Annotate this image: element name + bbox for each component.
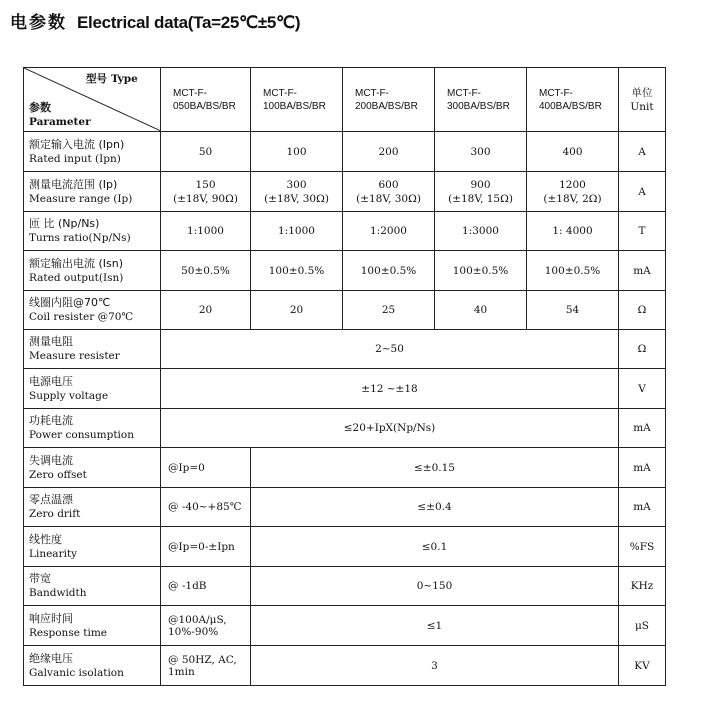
electrical-data-table xyxy=(23,67,666,686)
value-cell: 100±0.5% xyxy=(343,251,435,291)
param-label: 测量电阻 Measure resister xyxy=(24,330,161,369)
merged-value-cell: ≤0.1 xyxy=(251,527,619,567)
param-label: 额定输出电流 (Isn) Rated output(Isn) xyxy=(24,251,161,291)
value-cell: 1: 4000 xyxy=(527,212,619,251)
unit-cell: Ω xyxy=(619,330,666,369)
param-label: 失调电流 Zero offset xyxy=(24,448,161,488)
unit-cell: Ω xyxy=(619,291,666,330)
param-label: 线性度 Linearity xyxy=(24,527,161,567)
table-row xyxy=(24,409,666,448)
value-cell: 1:2000 xyxy=(343,212,435,251)
unit-cell: mA xyxy=(619,488,666,527)
value-cell: 25 xyxy=(343,291,435,330)
value-cell: 1200 (±18V, 2Ω) xyxy=(527,172,619,212)
condition-cell: @ -40~+85℃ xyxy=(161,488,251,527)
value-cell: 300 xyxy=(435,132,527,172)
unit-cell: mA xyxy=(619,251,666,291)
title-en: Electrical data(Ta=25℃±5℃) xyxy=(77,13,301,32)
unit-cell: KHz xyxy=(619,567,666,606)
value-cell: 100±0.5% xyxy=(251,251,343,291)
table-row xyxy=(24,369,666,409)
merged-value-cell: 3 xyxy=(251,646,619,686)
merged-value-cell: ≤±0.4 xyxy=(251,488,619,527)
merged-value-cell: ≤±0.15 xyxy=(251,448,619,488)
condition-cell: @Ip=0 xyxy=(161,448,251,488)
merged-value-cell: ≤20+IpX(Np/Ns) xyxy=(161,409,619,448)
param-label: 线圈内阻@70℃ Coil resister @70℃ xyxy=(24,291,161,330)
value-cell: 300 (±18V, 30Ω) xyxy=(251,172,343,212)
param-label: 测量电流范围 (Ip) Measure range (Ip) xyxy=(24,172,161,212)
table-row xyxy=(24,291,666,330)
unit-cell: mA xyxy=(619,448,666,488)
value-cell: 100±0.5% xyxy=(435,251,527,291)
value-cell: 1:1000 xyxy=(251,212,343,251)
table-row xyxy=(24,132,666,172)
param-label: 匝 比 (Np/Ns) Turns ratio(Np/Ns) xyxy=(24,212,161,251)
header-parameter-label: 参数 Parameter xyxy=(29,101,91,128)
unit-cell: mA xyxy=(619,409,666,448)
unit-cell: V xyxy=(619,369,666,409)
merged-value-cell: 0~150 xyxy=(251,567,619,606)
merged-value-cell: 2~50 xyxy=(161,330,619,369)
page-title xyxy=(10,8,300,33)
param-label: 绝缘电压 Galvanic isolation xyxy=(24,646,161,686)
title-cn: 电参数 xyxy=(10,13,67,32)
model-header-200: MCT-F- 200BA/BS/BR xyxy=(343,68,435,132)
table-row xyxy=(24,527,666,567)
table-row xyxy=(24,172,666,212)
param-label: 功耗电流 Power consumption xyxy=(24,409,161,448)
value-cell: 900 (±18V, 15Ω) xyxy=(435,172,527,212)
unit-cell: μS xyxy=(619,606,666,646)
condition-cell: @ 50HZ, AC, 1min xyxy=(161,646,251,686)
merged-value-cell: ±12 ~±18 xyxy=(161,369,619,409)
header-diagonal-cell xyxy=(24,68,161,132)
unit-cell: KV xyxy=(619,646,666,686)
value-cell: 100±0.5% xyxy=(527,251,619,291)
param-label: 电源电压 Supply voltage xyxy=(24,369,161,409)
value-cell: 20 xyxy=(161,291,251,330)
param-label: 响应时间 Response time xyxy=(24,606,161,646)
unit-cell: A xyxy=(619,132,666,172)
param-label: 零点温漂 Zero drift xyxy=(24,488,161,527)
table-row xyxy=(24,212,666,251)
header-row xyxy=(24,68,666,132)
value-cell: 54 xyxy=(527,291,619,330)
value-cell: 1:3000 xyxy=(435,212,527,251)
model-header-050: MCT-F- 050BA/BS/BR xyxy=(161,68,251,132)
merged-value-cell: ≤1 xyxy=(251,606,619,646)
param-label: 额定输入电流 (Ipn) Rated input (Ipn) xyxy=(24,132,161,172)
unit-cell: T xyxy=(619,212,666,251)
table-row xyxy=(24,606,666,646)
condition-cell: @100A/μS, 10%-90% xyxy=(161,606,251,646)
unit-cell: %FS xyxy=(619,527,666,567)
table-row xyxy=(24,251,666,291)
unit-cell: A xyxy=(619,172,666,212)
value-cell: 1:1000 xyxy=(161,212,251,251)
table-row xyxy=(24,488,666,527)
table-row xyxy=(24,448,666,488)
header-type-label: 型号 Type xyxy=(86,73,138,85)
value-cell: 50 xyxy=(161,132,251,172)
table-row xyxy=(24,330,666,369)
value-cell: 100 xyxy=(251,132,343,172)
unit-header: 单位 Unit xyxy=(619,68,666,132)
value-cell: 400 xyxy=(527,132,619,172)
param-label: 带宽 Bandwidth xyxy=(24,567,161,606)
value-cell: 50±0.5% xyxy=(161,251,251,291)
model-header-300: MCT-F- 300BA/BS/BR xyxy=(435,68,527,132)
value-cell: 20 xyxy=(251,291,343,330)
model-header-100: MCT-F- 100BA/BS/BR xyxy=(251,68,343,132)
table-row xyxy=(24,646,666,686)
value-cell: 200 xyxy=(343,132,435,172)
value-cell: 40 xyxy=(435,291,527,330)
condition-cell: @Ip=0-±Ipn xyxy=(161,527,251,567)
value-cell: 600 (±18V, 30Ω) xyxy=(343,172,435,212)
condition-cell: @ -1dB xyxy=(161,567,251,606)
table-row xyxy=(24,567,666,606)
model-header-400: MCT-F- 400BA/BS/BR xyxy=(527,68,619,132)
value-cell: 150 (±18V, 90Ω) xyxy=(161,172,251,212)
